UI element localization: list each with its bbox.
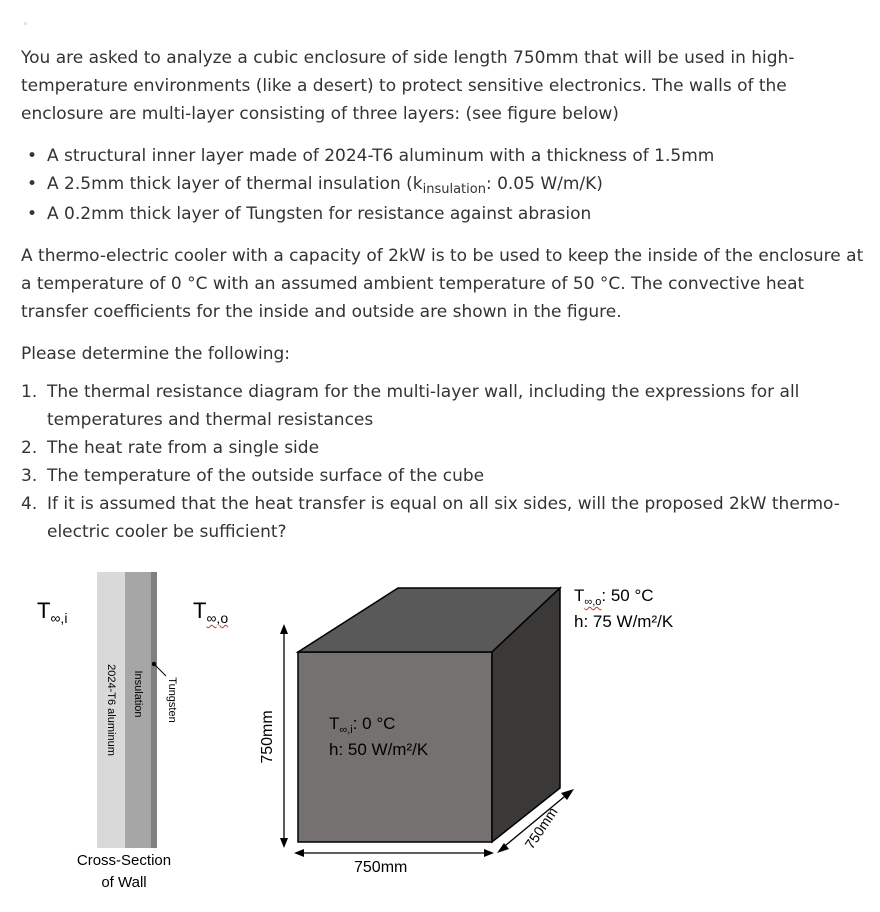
outside-temp-value: : 50 °C	[601, 586, 654, 605]
list-item-tungsten: • A 0.2mm thick layer of Tungsten for resistance against abrasion	[47, 200, 866, 228]
determine-paragraph: Please determine the following:	[21, 344, 291, 364]
cooler-paragraph: A thermo-electric cooler with a capacity of 2kW is to be used to keep the inside of the enclosure at a temperature of 0 °C with an assumed ambient temperature of 50 °C. The convective heat transfer coefficients for the inside and outside are shown in the figure.	[21, 246, 864, 322]
t-inf-inner-label	[37, 598, 67, 624]
layer-list	[21, 142, 866, 228]
width-dimension-label: 750mm	[354, 859, 408, 876]
outside-h-line: h: 75 W/m²/K	[574, 612, 674, 631]
wall-caption	[76, 850, 172, 894]
aluminum-layer-label: 2024-T6 aluminum	[105, 664, 117, 756]
insulation-text-pre: A 2.5mm thick layer of thermal insulation (k	[47, 174, 423, 194]
depth-dimension-label: 750mm	[521, 804, 561, 852]
task-number: 3.	[21, 466, 38, 486]
inside-conditions	[329, 712, 428, 762]
task-text: The thermal resistance diagram for the multi-layer wall, including the expressions for all temperatures and thermal resistances	[47, 382, 800, 430]
task-text: The heat rate from a single side	[47, 438, 320, 458]
inside-temp-line	[329, 712, 428, 738]
width-arrow-left	[294, 849, 304, 857]
caption-line-1: Cross-Section	[76, 852, 172, 869]
tungsten-layer	[151, 572, 157, 848]
task-item	[21, 378, 866, 434]
t-subscript: ∞,o	[206, 610, 229, 626]
figure	[0, 560, 880, 912]
inside-h-line: h: 50 W/m²/K	[329, 740, 429, 759]
task-text: If it is assumed that the heat transfer is equal on all six sides, will the proposed 2kW thermo-electric cooler be sufficient?	[47, 494, 840, 542]
task-number: 2.	[21, 438, 38, 458]
t-inf-outer-label	[193, 598, 228, 624]
problem-statement	[21, 44, 866, 546]
task-list	[21, 378, 866, 546]
t-subscript: ∞,i	[339, 724, 353, 736]
task-item	[21, 490, 866, 546]
height-arrow-bottom	[280, 838, 288, 848]
task-number: 4.	[21, 494, 38, 514]
insulation-layer-label: Insulation	[132, 670, 144, 718]
task-text: The temperature of the outside surface of the cube	[47, 466, 485, 486]
list-item-insulation	[47, 170, 866, 200]
task-item	[21, 434, 866, 462]
t-symbol: T	[574, 586, 585, 605]
list-item-aluminum: • A structural inner layer made of 2024-T6 aluminum with a thickness of 1.5mm	[47, 142, 866, 170]
corner-mark	[24, 22, 27, 25]
t-subscript: ∞,i	[50, 610, 68, 626]
t-symbol: T	[193, 598, 207, 623]
insulation-subscript: insulation	[422, 182, 486, 197]
height-arrow-top	[280, 624, 288, 634]
outside-temp-line	[574, 584, 673, 610]
tungsten-leader-dot	[152, 662, 156, 666]
inside-temp-value: : 0 °C	[352, 714, 396, 733]
width-arrow-right	[484, 849, 494, 857]
task-number: 1.	[21, 382, 38, 402]
tungsten-layer-label: Tungsten	[166, 677, 178, 723]
task-item	[21, 462, 866, 490]
intro-paragraph: You are asked to analyze a cubic enclosure of side length 750mm that will be used in high-temperature environments (like a desert) to protect sensitive electronics. The walls of the enclosure are multi-layer consisting of three layers: (see figure below)	[21, 48, 795, 124]
t-subscript: ∞,o	[584, 596, 602, 608]
outside-conditions	[574, 584, 673, 634]
caption-line-2: of Wall	[101, 874, 147, 891]
height-dimension-label: 750mm	[259, 710, 276, 764]
insulation-text-post: : 0.05 W/m/K)	[485, 174, 603, 194]
t-symbol: T	[37, 598, 51, 623]
t-symbol: T	[329, 714, 340, 733]
